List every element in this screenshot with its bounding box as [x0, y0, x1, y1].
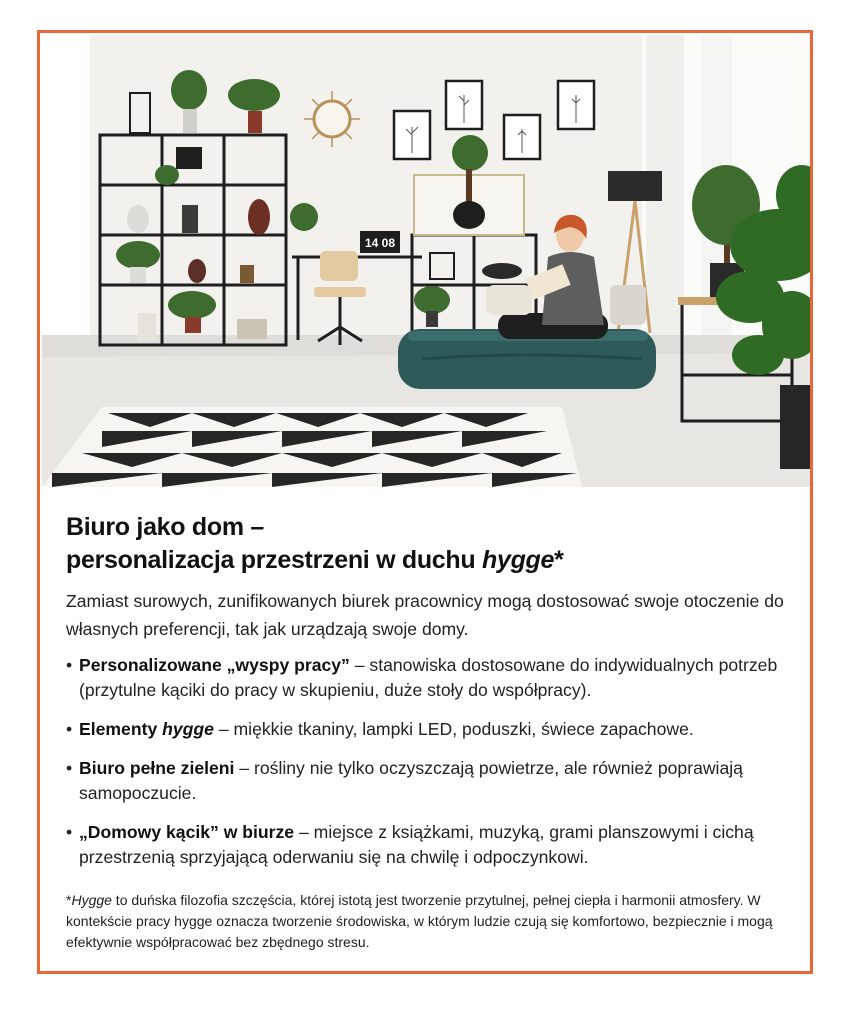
article-title	[66, 511, 790, 577]
bullet-dot-icon: •	[66, 655, 73, 675]
list-item: • Biuro pełne zieleni – rośliny nie tylko oczyszczają powietrze, ale również poprawiają samopoczucie.	[66, 758, 743, 803]
bullet-dot-icon: •	[66, 758, 73, 778]
article-frame	[37, 30, 813, 974]
title-asterisk: *	[554, 546, 564, 574]
title-hygge: hygge	[482, 546, 555, 574]
intro-paragraph: Zamiast surowych, zunifikowanych biurek pracownicy mogą dostosować swoje otoczenie do własnych preferencji, tak jak urządzają swoje domy.	[66, 591, 784, 639]
list-item: • Elementy hygge – miękkie tkaniny, lampki LED, poduszki, świece zapachowe.	[66, 717, 790, 742]
list-item: • Personalizowane „wyspy pracy” – stanowiska dostosowane do indywidualnych potrzeb (przytulne kąciki do pracy w skupieniu, duże stoły do współpracy).	[66, 655, 778, 700]
title-line-2: personalizacja przestrzeni w duchu	[66, 546, 483, 574]
title-line-1: Biuro jako dom –	[66, 513, 265, 541]
bullet-dot-icon: •	[66, 822, 73, 842]
article-content	[66, 511, 790, 967]
office-lounge-photo	[42, 35, 813, 487]
bullet-dot-icon: •	[66, 719, 73, 739]
footnote: *Hygge to duńska filozofia szczęścia, której istotą jest tworzenie przytulnej, pełnej ciepła i harmonii atmosfery. W kontekście pracy hygge oznacza tworzenie środowiska, w którym ludzie czują się komfortowo, bezpiecznie i mogą efektywnie współpracować bez zbędnego stresu.	[66, 892, 773, 950]
clock-display: 14 08	[364, 236, 396, 250]
bullet-list	[66, 653, 790, 870]
list-item: • „Domowy kącik” w biurze – miejsce z książkami, muzyką, grami planszowymi i cichą przestrzenią sprzyjającą oderwaniu się na chwilę i odpoczynkowi.	[66, 822, 754, 867]
